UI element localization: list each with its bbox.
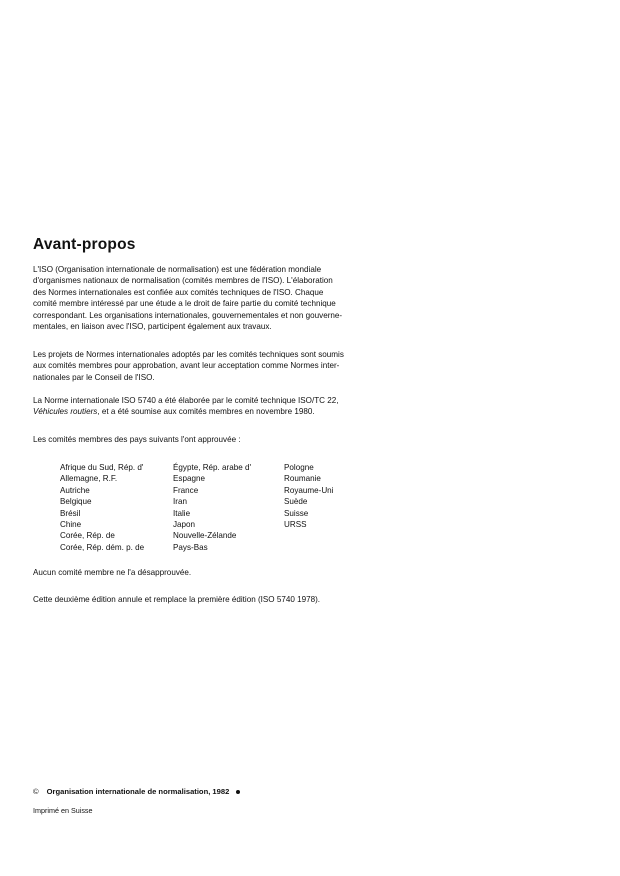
bullet-icon bbox=[236, 790, 240, 794]
paragraph-line: Les comités membres des pays suivants l'ont approuvée : bbox=[33, 435, 241, 444]
country-item: Corée, Rép. dém. p. de bbox=[60, 542, 145, 552]
country-column-3 bbox=[284, 462, 333, 530]
approval-paragraph bbox=[33, 349, 379, 383]
paragraph-line: aux comités membres pour approbation, avant leur acceptation comme Normes inter- bbox=[33, 361, 340, 371]
country-item: Pays-Bas bbox=[173, 542, 208, 552]
country-item: Espagne bbox=[173, 474, 205, 484]
country-item: Nouvelle-Zélande bbox=[173, 531, 237, 541]
paragraph-line: comité membre intéressé par une étude a le droit de faire partie du comité technique bbox=[33, 299, 336, 309]
paragraph-line: Les projets de Normes internationales adoptés par les comités techniques sont soumis bbox=[33, 350, 344, 359]
edition-paragraph bbox=[33, 594, 379, 605]
copyright-footer bbox=[33, 787, 240, 796]
paragraph-line: Cette deuxième édition annule et remplace la première édition (ISO 5740 1978). bbox=[33, 595, 321, 604]
paragraph-line: Aucun comité membre ne l'a désapprouvée. bbox=[33, 568, 192, 577]
country-item: Roumanie bbox=[284, 474, 321, 484]
paragraph-line: L'ISO (Organisation internationale de normalisation) est une fédération mondiale bbox=[33, 265, 322, 274]
country-item: Brésil bbox=[60, 508, 81, 518]
country-item: Japon bbox=[173, 519, 196, 529]
disapproval-paragraph bbox=[33, 567, 379, 578]
paragraph-line: correspondant. Les organisations internationales, gouvernementales et non gouverne- bbox=[33, 310, 343, 320]
intro-paragraph bbox=[33, 264, 379, 332]
paragraph-line: mentales, en liaison avec l'ISO, participent également aux travaux. bbox=[33, 322, 272, 332]
copyright-text: Organisation internationale de normalisation, 1982 bbox=[46, 787, 230, 796]
page-title: Avant-propos bbox=[33, 236, 136, 253]
paragraph-line: des Normes internationales est confiée aux comités techniques de l'ISO. Chaque bbox=[33, 287, 324, 297]
paragraph-line: nationales par le Conseil de l'ISO. bbox=[33, 372, 155, 382]
country-item: Suisse bbox=[284, 508, 309, 518]
printed-in: Imprimé en Suisse bbox=[33, 806, 93, 815]
country-column-2 bbox=[173, 462, 251, 553]
country-item: Afrique du Sud, Rép. d' bbox=[60, 463, 144, 472]
committee-name: Véhicules routiers bbox=[33, 407, 98, 417]
paragraph-text: , et a été soumise aux comités membres en novembre 1980. bbox=[97, 407, 315, 417]
paragraph-line: d'organismes nationaux de normalisation (comités membres de l'ISO). L'élaboration bbox=[33, 276, 333, 286]
country-item: Italie bbox=[173, 508, 191, 518]
paragraph-line: La Norme internationale ISO 5740 a été élaborée par le comité technique ISO/TC 22, bbox=[33, 396, 339, 405]
country-item: Suède bbox=[284, 497, 308, 507]
country-item: Pologne bbox=[284, 463, 314, 472]
countries-intro bbox=[33, 434, 379, 445]
country-item: Iran bbox=[173, 497, 187, 507]
country-item: Allemagne, R.F. bbox=[60, 474, 118, 484]
country-item: France bbox=[173, 485, 199, 495]
copyright-symbol: © bbox=[33, 787, 39, 796]
country-column-1 bbox=[60, 462, 144, 553]
standard-paragraph bbox=[33, 395, 379, 418]
country-item: Égypte, Rép. arabe d' bbox=[173, 463, 252, 472]
paragraph-line bbox=[33, 406, 379, 417]
country-item: Belgique bbox=[60, 497, 92, 507]
country-item: Chine bbox=[60, 519, 82, 529]
country-item: Autriche bbox=[60, 485, 90, 495]
country-item: Royaume-Uni bbox=[284, 485, 334, 495]
country-item: URSS bbox=[284, 519, 307, 529]
country-item: Corée, Rép. de bbox=[60, 531, 115, 541]
